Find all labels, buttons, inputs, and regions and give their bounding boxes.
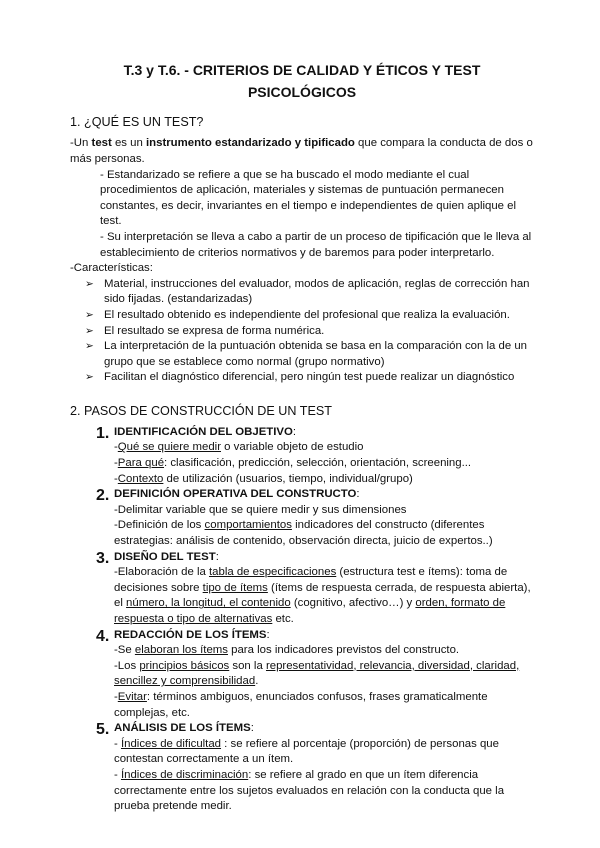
characteristic-bullet-item [70, 370, 534, 386]
underlined-text-run: comportamientos [204, 519, 292, 532]
underlined-text-run: Qué se quiere medir [117, 441, 221, 454]
step-detail-line [114, 472, 534, 488]
step-detail-line [114, 518, 534, 549]
underlined-text-run: Índices de dificultad [120, 737, 222, 750]
text-run: etc. [272, 613, 294, 625]
text-run: que compara la conducta de dos o más personas. [70, 137, 533, 165]
interpretacion-paragraph [100, 230, 534, 261]
text-run: para los indicadores previstos del constructo. [227, 644, 460, 657]
text-run: (ítems de respuesta cerrada, de respuesta abierta), el [114, 581, 531, 610]
bullet-text [104, 325, 324, 337]
step-detail-line [114, 659, 534, 690]
text-run: Material, instrucciones del evaluador, modos de aplicación, reglas de corrección han sido fijadas. (estandarizadas) [104, 277, 530, 306]
underlined-text-run: Para qué [117, 457, 165, 470]
text-run: (cognitivo, afectivo…) y [290, 597, 416, 610]
arrowhead-bullet-icon: ➢ [85, 308, 94, 321]
step-detail-line [114, 768, 534, 815]
text-run: : se refiere al grado en que un ítem diferencia correctamente entre los sujetos evaluados en relación con la conducta que la prueba pretende medir. [114, 768, 505, 813]
caracteristicas-label [70, 261, 534, 277]
step-number: 5. [96, 721, 110, 739]
construction-step [70, 425, 534, 487]
text-run: El resultado obtenido es independiente del profesional que realiza la evaluación. [104, 308, 510, 321]
text-run: -Definición de los [114, 519, 205, 532]
step-title [114, 628, 534, 644]
text-run: : clasificación, predicción, selección, orientación, screening... [164, 457, 472, 470]
text-run: : se refiere al porcentaje (proporción) de personas que contestan correctamente a un ítem. [114, 737, 499, 766]
step-detail-line [114, 690, 534, 721]
bold-text-run: DISEÑO DEL TEST [114, 550, 216, 563]
bullet-text [104, 371, 514, 383]
text-run: - Su interpretación se lleva a cabo a partir de un proceso de tipificación que le lleva al establecimiento de criterios normativos y de baremos para poder interpretarlo. [100, 230, 532, 259]
text-run: de utilización (usuarios, tiempo, individual/grupo) [163, 472, 413, 485]
construction-step [70, 550, 534, 628]
test-definition-paragraph [70, 136, 534, 167]
text-run: -Delimitar variable que se quiere medir y sus dimensiones [114, 503, 407, 516]
text-run: - [114, 472, 118, 485]
bullet-text [104, 278, 530, 306]
text-run: . [255, 675, 259, 688]
text-run: Facilitan el diagnóstico diferencial, pero ningún test puede realizar un diagnóstico [104, 371, 515, 384]
bullet-text [104, 309, 510, 321]
document-title-line1: T.3 y T.6. - CRITERIOS DE CALIDAD Y ÉTICOS Y TEST [123, 62, 481, 78]
bullet-text [104, 340, 527, 368]
construction-step [70, 487, 534, 549]
section-1-heading: 1. ¿QUÉ ES UN TEST? [70, 115, 204, 130]
bold-text-run: ANÁLISIS DE LOS ÍTEMS [114, 722, 251, 735]
text-run: (estructura test e ítems): toma de decisiones sobre [114, 566, 508, 594]
text-run: - [114, 441, 118, 454]
text-run: - [114, 768, 121, 781]
text-run: - [114, 737, 121, 750]
text-run: : [292, 425, 297, 438]
section-2-heading: 2. PASOS DE CONSTRUCCIÓN DE UN TEST [70, 403, 332, 418]
step-detail-line [114, 440, 534, 456]
underlined-text-run: Evitar [117, 690, 147, 703]
text-run: -Elaboración de la [114, 566, 209, 579]
underlined-text-run: Contexto [117, 472, 164, 485]
text-run: La interpretación de la puntuación obtenida se basa en la comparación con la de un grupo que se establece como normal (grupo normativo) [104, 340, 528, 368]
underlined-text-run: elaboran los ítems [134, 644, 228, 657]
text-run: : [215, 550, 219, 563]
text-run: : [356, 488, 360, 501]
underlined-text-run: Índices de discriminación [120, 768, 249, 781]
document-title [70, 60, 534, 103]
bold-text-run: DEFINICIÓN OPERATIVA DEL CONSTRUCTO [114, 488, 357, 501]
bold-text-run: instrumento estandarizado y tipificado [146, 137, 355, 150]
bold-text-run: test [91, 137, 112, 150]
underlined-text-run: representatividad, relevancia, diversidad, claridad, sencillez y comprensibilidad [114, 659, 520, 688]
text-run: - Estandarizado se refiere a que se ha buscado el modo mediante el cual procedimientos de aplicación, materiales y sistemas de puntuación permanecen constantes, es decir, invariantes en el tiempo e independientes de quien aplique el test. [100, 168, 517, 228]
characteristic-bullet-item [70, 277, 534, 308]
underlined-text-run: número, la longitud, el contenido [126, 597, 291, 610]
text-run: : términos ambiguos, enunciados confusos, frases gramaticalmente complejas, etc. [114, 690, 488, 719]
step-detail-line [114, 643, 534, 659]
arrowhead-bullet-icon: ➢ [85, 324, 94, 337]
construction-step [70, 628, 534, 722]
text-run: es un [111, 137, 146, 150]
document-title-line2: PSICOLÓGICOS [247, 83, 357, 100]
step-detail-line [114, 565, 534, 627]
step-number: 1. [96, 424, 110, 442]
text-run: -Los [114, 659, 140, 672]
text-run: o variable objeto de estudio [221, 441, 364, 454]
step-number: 2. [96, 487, 110, 505]
text-run: : [250, 722, 254, 735]
characteristic-bullet-item [70, 324, 534, 340]
construction-step [70, 721, 534, 815]
step-title [114, 550, 534, 566]
underlined-text-run: principios básicos [139, 659, 230, 672]
bold-text-run: REDACCIÓN DE LOS ÍTEMS [114, 628, 267, 641]
underlined-text-run: tipo de ítems [202, 581, 268, 594]
text-run: - [114, 457, 118, 470]
estandarizado-paragraph [100, 168, 534, 230]
arrowhead-bullet-icon: ➢ [85, 277, 94, 290]
text-run: indicadores del constructo (diferentes estrategias: análisis de contenido, observación directa, juicio de expertos..) [114, 519, 493, 548]
text-run: -Se [114, 644, 135, 657]
arrowhead-bullet-icon: ➢ [85, 371, 94, 384]
text-run: El resultado se expresa de forma numérica. [104, 324, 325, 337]
step-title [114, 721, 534, 737]
step-number: 3. [96, 549, 110, 567]
text-run: son la [229, 659, 266, 672]
step-title [114, 487, 534, 503]
step-detail-line [114, 456, 534, 472]
arrowhead-bullet-icon: ➢ [85, 340, 94, 353]
step-number: 4. [96, 627, 110, 645]
step-title [114, 425, 534, 441]
text-run: -Un [70, 137, 92, 150]
bold-text-run: IDENTIFICACIÓN DEL OBJETIVO [114, 425, 293, 438]
characteristic-bullet-item [70, 308, 534, 324]
underlined-text-run: orden, formato de respuesta o tipo de alternativas [114, 597, 506, 625]
step-detail-line [114, 503, 534, 519]
construction-steps-list [70, 425, 534, 815]
underlined-text-run: tabla de especificaciones [208, 566, 337, 579]
text-run: -Características: [70, 262, 153, 275]
step-detail-line [114, 737, 534, 768]
text-run: - [114, 690, 118, 703]
characteristic-bullet-item [70, 339, 534, 370]
text-run: : [266, 628, 270, 641]
caracteristicas-list [70, 277, 534, 386]
